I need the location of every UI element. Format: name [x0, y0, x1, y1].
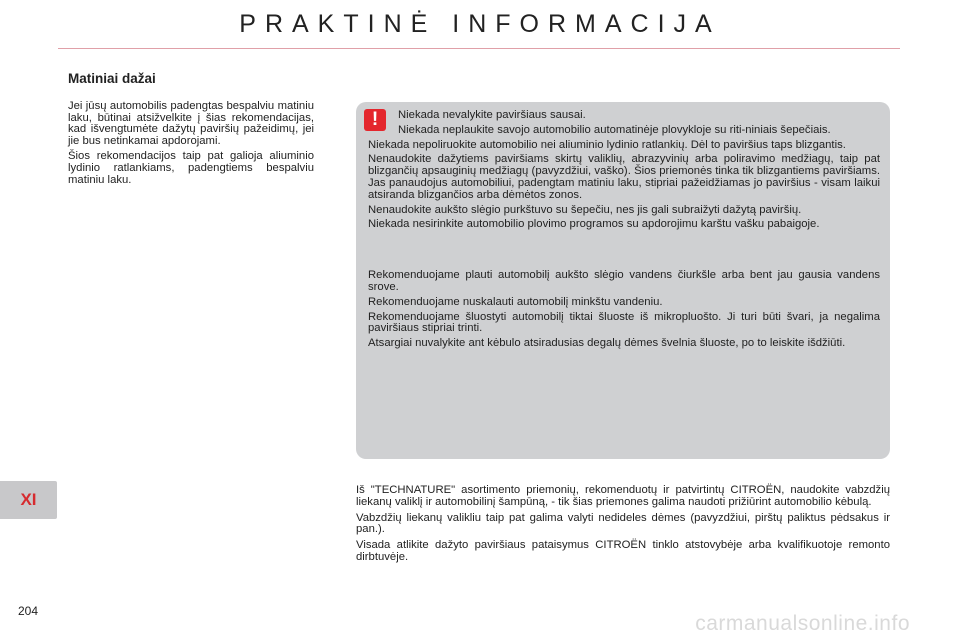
- watermark: carmanualsonline.info: [695, 612, 910, 635]
- intro-paragraph: Šios rekomendacijos taip pat galioja aliuminio lydinio ratlankiams, padengtiems bespalviu matiniu laku.: [68, 150, 314, 186]
- warning-paragraph: Niekada nevalykite paviršiaus sausai.: [398, 109, 586, 121]
- warning-paragraph: Nenaudokite dažytiems paviršiams skirtų valiklių, abrazyvinių arba poliravimo medžiagų, taip pat blizgančių apsauginių medžiagų (pavyzdžiui, vaško). Šios priemonės tinka tik blizgantiems paviršiams. Jas panaudojus automobiliui, padengtam matiniu laku, stipriai pažeidžiamas jo paviršius - visam laikui atsiranda blizgančios arba dėmėtos zonos.: [368, 153, 880, 201]
- page-number: 204: [18, 604, 39, 618]
- spacer: [368, 234, 880, 270]
- warning-paragraph: Nenaudokite aukšto slėgio purkštuvo su šepečiu, nes jis gali subraižyti dažytą paviršių.: [368, 203, 802, 216]
- chapter-tab: XI: [0, 481, 57, 519]
- page-title: PRAKTINĖ INFORMACIJA: [239, 10, 721, 38]
- bottom-paragraph: Visada atlikite dažyto paviršiaus pataisymus CITROËN tinklo atstovybėje arba kvalifikuotoje remonto dirbtuvėje.: [356, 539, 890, 563]
- intro-text: [68, 101, 314, 190]
- warning-paragraph: Niekada neplaukite savojo automobilio automatinėje plovykloje su riti-niniais šepečiais.: [398, 123, 831, 136]
- recommendation-paragraph: Rekomenduojame šluostyti automobilį tiktai šluoste iš mikropluošto. Ji turi būti švari, ja negalima paviršiaus stipriai trinti.: [368, 310, 880, 335]
- warning-box: [356, 102, 890, 459]
- section-title: Matiniai dažai: [68, 71, 156, 86]
- recommendation-paragraph: Atsargiai nuvalykite ant kėbulo atsiradusias degalų dėmes švelnia šluoste, po to leiskite išdžiūti.: [368, 337, 846, 350]
- intro-paragraph: Jei jūsų automobilis padengtas bespalviu matiniu laku, būtinai atsižvelkite į šias rekomendacijas, kad išvengtumėte dažytų paviršių pažeidimų, jei jie bus netinkamai apdorojami.: [68, 100, 314, 147]
- header-divider: [58, 48, 900, 49]
- recommendation-paragraph: Rekomenduojame plauti automobilį aukšto slėgio vandens čiurkšle arba bent jau gausia vandens srove.: [368, 269, 880, 293]
- recommendation-paragraph: Rekomenduojame nuskalauti automobilį minkštu vandeniu.: [368, 295, 663, 308]
- warning-paragraph: Niekada nepoliruokite automobilio nei aliuminio lydinio ratlankių. Dėl to paviršius taps blizgantis.: [368, 138, 846, 151]
- warning-icon: !: [364, 109, 386, 131]
- product-recommendation-text: [356, 485, 890, 568]
- warning-text: [368, 110, 880, 350]
- warning-paragraph: Niekada nesirinkite automobilio plovimo programos su apdorojimu karštu vašku pabaigoje.: [368, 218, 820, 231]
- bottom-paragraph: Iš "TECHNATURE" asortimento priemonių, rekomenduotų ir patvirtintų CITROËN, naudokite vabzdžių liekanų valiklį ir automobilinį šampūną, - tik šias priemones galima naudoti prižiūrint automobilio kėbulą.: [356, 484, 890, 508]
- bottom-paragraph: Vabzdžių liekanų valikliu taip pat galima valyti nedideles dėmes (pavyzdžiui, pirštų paliktus pėdsakus ir pan.).: [356, 511, 890, 536]
